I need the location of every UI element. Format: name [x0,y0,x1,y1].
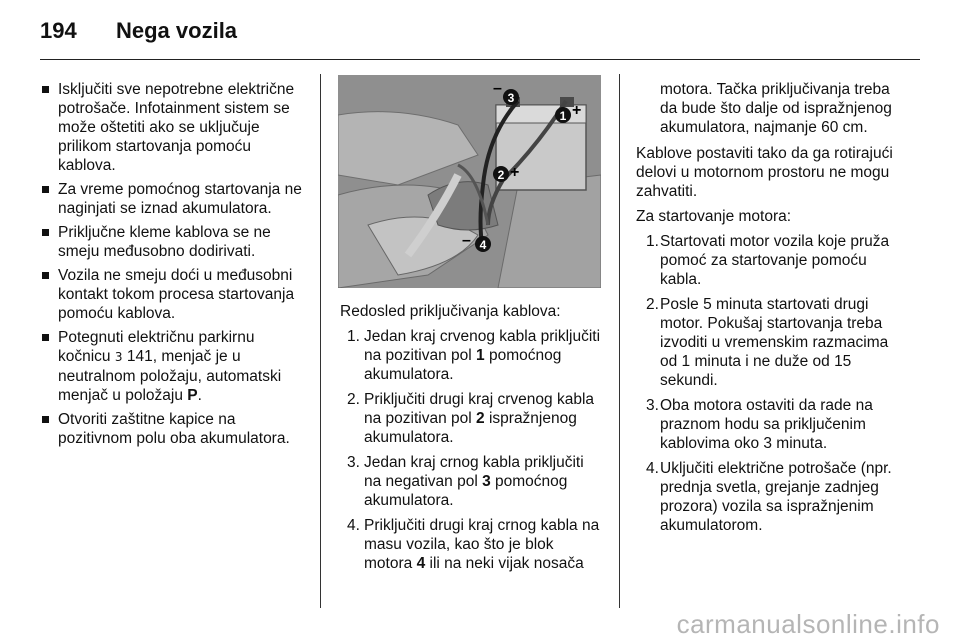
watermark: carmanualsonline.info [676,609,940,639]
svg-text:–: – [493,80,502,97]
svg-text:4: 4 [479,238,487,252]
list-item: 3. Jedan kraj crnog kabla priključiti na negativan pol 3 pomoćnog akumulatora. [347,454,584,509]
continuation-paragraph: motora. Tačka priključivanja treba da bude što dalje od ispražnjenog akumulatora, najmanje 60 cm. [660,81,892,136]
svg-text:2: 2 [497,168,505,182]
svg-text:3: 3 [507,91,515,105]
page-header [40,18,920,54]
column-divider-left [320,74,321,608]
list-item: 3. Oba motora ostaviti da rade na praznom hodu sa priključenim kablovima oko 3 minuta. [646,397,873,452]
svg-text:1: 1 [559,109,567,123]
list-item: 4. Priključiti drugi kraj crnog kabla na masu vozila, kao što je blok motora 4 ili na neki vijak nosača [347,517,600,572]
page-number: 194 [40,18,77,43]
bullet-square-icon [42,86,49,93]
bullet-square-icon [42,416,49,423]
column-divider-right [619,74,620,608]
engine-start-steps-list [636,232,904,535]
list-item: Za vreme pomoćnog startovanja ne naginjati se iznad akumulatora. [40,180,308,218]
list-item: Vozila ne smeju doći u međusobni kontakt tokom procesa startovanja pomoću kablova. [40,266,308,323]
list-item: Potegnuti električnu parkirnu kočnicu 3 141, menjač je u neutralnom položaju, automatski menjač u položaju P. [40,328,308,405]
bullet-square-icon [42,186,49,193]
list-item: Isključiti sve nepotrebne električne potrošače. Infotainment sistem se može oštetiti ako se uključuje prilikom startovanja pomoću kablova. [40,80,308,175]
left-column [40,80,308,453]
list-item: Priključne kleme kablova se ne smeju međusobno dodirivati. [40,223,308,261]
bullet-square-icon [42,272,49,279]
page-reference[interactable]: 141 [126,348,153,365]
precautions-list [40,80,308,448]
engine-bay-illustration [338,75,601,288]
connection-steps-list [340,327,605,573]
list-item: 2. Posle 5 minuta startovati drugi motor. Pokušaj startovanja treba izvoditi u vremenskim razmacima od 1 minuta i ne duže od 15 sekundi. [646,296,889,389]
right-column [636,80,904,541]
middle-column [340,302,605,579]
engine-start-intro: Za startovanje motora: [636,208,792,225]
svg-text:+: + [510,164,520,181]
svg-text:–: – [462,232,471,249]
svg-text:+: + [572,102,582,119]
list-item: 1. Jedan kraj crvenog kabla priključiti na pozitivan pol 1 pomoćnog akumulatora. [347,328,601,383]
page-title: Nega vozila [116,18,238,43]
page-reference-icon: 3 [114,350,123,364]
header-divider [40,59,920,60]
connection-order-intro: Redosled priključivanja kablova: [340,303,561,320]
bullet-square-icon [42,229,49,236]
list-item: Otvoriti zaštitne kapice na pozitivnom polu oba akumulatora. [40,410,308,448]
engine-jumpstart-diagram [338,75,601,288]
list-item: 1. Startovati motor vozila koje pruža pomoć za startovanje pomoću kabla. [646,233,890,288]
list-item: 4. Uključiti električne potrošače (npr. prednja svetla, grejanje zadnjeg prozora) vozila sa ispražnjenim akumulatorom. [646,460,892,534]
cable-routing-paragraph: Kablove postaviti tako da ga rotirajući delovi u motornom prostoru ne mogu zahvatiti. [636,145,893,200]
list-item: 2. Priključiti drugi kraj crvenog kabla na pozitivan pol 2 ispražnjenog akumulatora. [347,391,595,446]
bullet-square-icon [42,334,49,341]
